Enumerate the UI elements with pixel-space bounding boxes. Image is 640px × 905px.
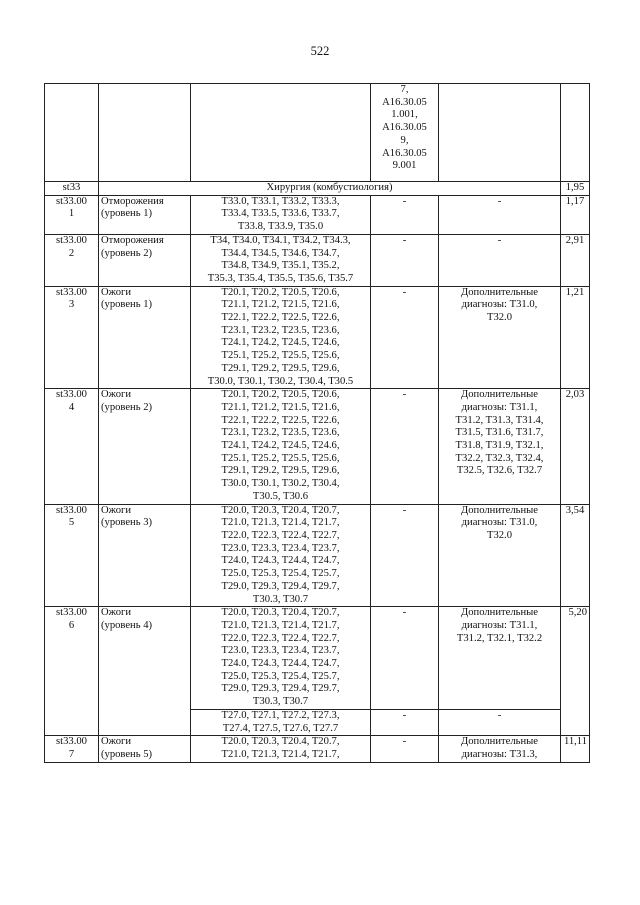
cell-diagnoses (191, 84, 371, 182)
subrow-services: - (371, 709, 439, 735)
row-code: st33.00 6 (45, 607, 99, 736)
row-diagnoses: T20.1, T20.2, T20.5, T20.6, T21.1, T21.2, T21.5, T21.6, T22.1, T22.2, T22.5, T22.6, T23.1, T23.2, T23.5, T23.6, T24.1, T24.2, T24.5, T24.6, T25.1, T25.2, T25.5, T25.6, T29.1, T29.2, T29.5, T29.6, T30.0, T30.1, T30.2, T30.4, T30.5 (191, 286, 371, 389)
row-ratio: 1,17 (561, 195, 590, 234)
row-services: - (371, 389, 439, 504)
cell-ratio (561, 84, 590, 182)
row-services: - (371, 195, 439, 234)
section-code: st33 (45, 182, 99, 196)
row-name: Ожоги (уровень 1) (99, 286, 191, 389)
row-extra: - (439, 234, 561, 286)
row-code: st33.00 1 (45, 195, 99, 234)
table-row (45, 286, 590, 389)
row-name: Ожоги (уровень 3) (99, 504, 191, 607)
section-ratio: 1,95 (561, 182, 590, 196)
row-services: - (371, 504, 439, 607)
table-row (45, 607, 590, 710)
row-ratio: 3,54 (561, 504, 590, 607)
row-code: st33.00 5 (45, 504, 99, 607)
row-extra: Дополнительные диагнозы: T31.3, (439, 736, 561, 762)
row-ratio: 5,20 (561, 607, 590, 736)
table-row (45, 234, 590, 286)
row-extra: - (439, 195, 561, 234)
row-name: Отморожения (уровень 2) (99, 234, 191, 286)
cell-services: 7, A16.30.05 1.001, A16.30.05 9, A16.30.05 9.001 (371, 84, 439, 182)
row-code: st33.00 7 (45, 736, 99, 762)
row-diagnoses: T20.0, T20.3, T20.4, T20.7, T21.0, T21.3, T21.4, T21.7, (191, 736, 371, 762)
row-name: Ожоги (уровень 4) (99, 607, 191, 736)
section-row (45, 182, 590, 196)
subrow-diagnoses: T27.0, T27.1, T27.2, T27.3, T27.4, T27.5, T27.6, T27.7 (191, 709, 371, 735)
row-services: - (371, 286, 439, 389)
cell-name (99, 84, 191, 182)
cell-code (45, 84, 99, 182)
row-code: st33.00 4 (45, 389, 99, 504)
table-row (45, 736, 590, 762)
row-services: - (371, 736, 439, 762)
row-extra: Дополнительные диагнозы: T31.0, T32.0 (439, 286, 561, 389)
row-diagnoses: T20.0, T20.3, T20.4, T20.7, T21.0, T21.3, T21.4, T21.7, T22.0, T22.3, T22.4, T22.7, T23.0, T23.3, T23.4, T23.7, T24.0, T24.3, T24.4, T24.7, T25.0, T25.3, T25.4, T25.7, T29.0, T29.3, T29.4, T29.7, T30.3, T30.7 (191, 504, 371, 607)
row-name: Отморожения (уровень 1) (99, 195, 191, 234)
row-ratio: 2,03 (561, 389, 590, 504)
page-number: 522 (310, 44, 330, 58)
row-ratio: 2,91 (561, 234, 590, 286)
row-extra: Дополнительные диагнозы: T31.1, T31.2, T32.1, T32.2 (439, 607, 561, 710)
table-row (45, 389, 590, 504)
subrow-extra: - (439, 709, 561, 735)
row-diagnoses: T33.0, T33.1, T33.2, T33.3, T33.4, T33.5, T33.6, T33.7, T33.8, T33.9, T35.0 (191, 195, 371, 234)
row-code: st33.00 3 (45, 286, 99, 389)
row-services: - (371, 234, 439, 286)
row-diagnoses: T34, T34.0, T34.1, T34.2, T34.3, T34.4, T34.5, T34.6, T34.7, T34.8, T34.9, T35.1, T35.2, T35.3, T35.4, T35.5, T35.6, T35.7 (191, 234, 371, 286)
row-extra: Дополнительные диагнозы: T31.1, T31.2, T31.3, T31.4, T31.5, T31.6, T31.7, T31.8, T31.9, T32.1, T32.2, T32.3, T32.4, T32.5, T32.6, T32.7 (439, 389, 561, 504)
row-code: st33.00 2 (45, 234, 99, 286)
row-ratio: 11,11 (561, 736, 590, 762)
cell-extra (439, 84, 561, 182)
row-diagnoses: T20.1, T20.2, T20.5, T20.6, T21.1, T21.2, T21.5, T21.6, T22.1, T22.2, T22.5, T22.6, T23.1, T23.2, T23.5, T23.6, T24.1, T24.2, T24.5, T24.6, T25.1, T25.2, T25.5, T25.6, T29.1, T29.2, T29.5, T29.6, T30.0, T30.1, T30.2, T30.4, T30.5, T30.6 (191, 389, 371, 504)
row-name: Ожоги (уровень 2) (99, 389, 191, 504)
row-extra: Дополнительные диагнозы: T31.0, T32.0 (439, 504, 561, 607)
row-ratio: 1,21 (561, 286, 590, 389)
row-name: Ожоги (уровень 5) (99, 736, 191, 762)
row-diagnoses: T20.0, T20.3, T20.4, T20.7, T21.0, T21.3, T21.4, T21.7, T22.0, T22.3, T22.4, T22.7, T23.0, T23.3, T23.4, T23.7, T24.0, T24.3, T24.4, T24.7, T25.0, T25.3, T25.4, T25.7, T29.0, T29.3, T29.4, T29.7, T30.3, T30.7 (191, 607, 371, 710)
section-title: Хирургия (комбустиология) (99, 182, 561, 196)
table-row (45, 504, 590, 607)
row-services: - (371, 607, 439, 710)
table-row (45, 195, 590, 234)
continuation-row (45, 84, 590, 182)
ksg-table (44, 83, 590, 763)
